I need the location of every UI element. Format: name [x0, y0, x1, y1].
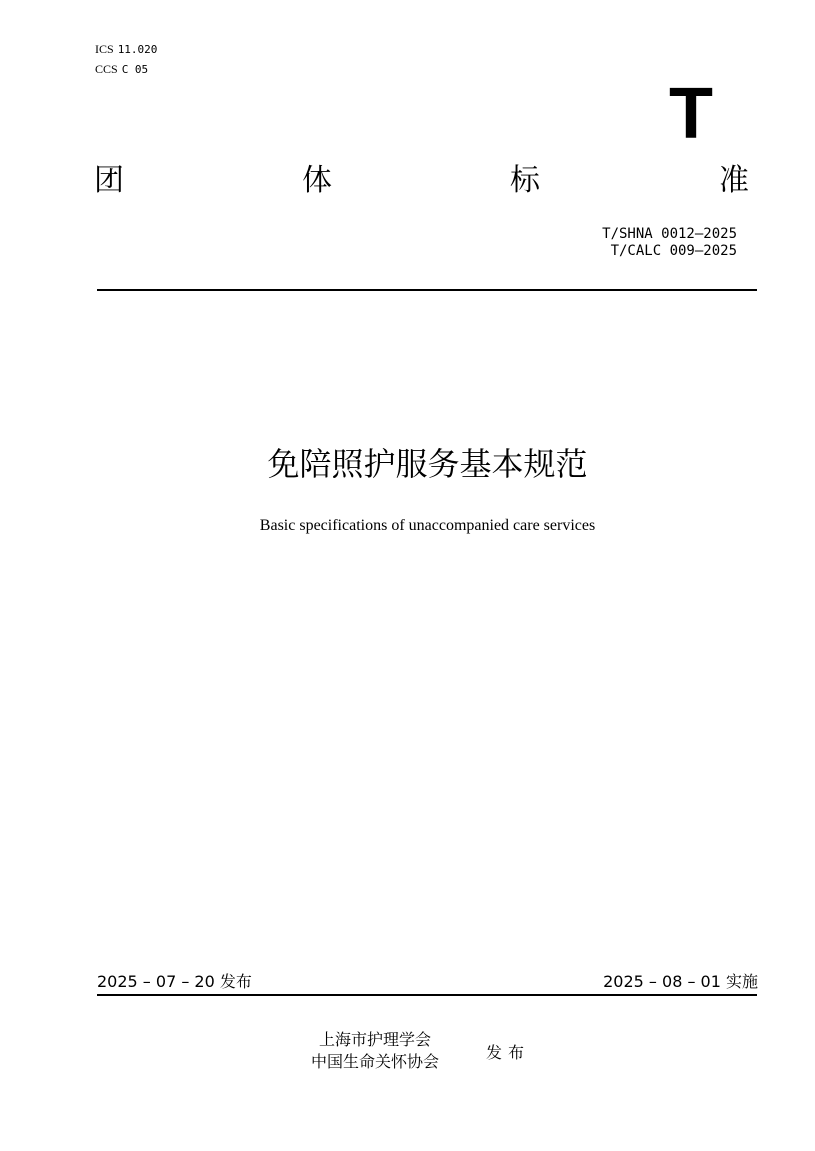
- footer-divider: [97, 994, 757, 996]
- publishers: [297, 1029, 453, 1073]
- ccs-label: CCS: [95, 62, 118, 76]
- publish-label: 发布: [486, 1043, 531, 1062]
- standard-type-char-1: 团: [94, 163, 124, 198]
- issue-date: 2025 – 07 – 20 发布: [97, 972, 252, 991]
- standard-type-char-4: 准: [719, 163, 749, 198]
- title-english: Basic specifications of unaccompanied care services: [259, 517, 596, 534]
- header-divider: [97, 289, 757, 291]
- publisher-1: 上海市护理学会: [318, 1030, 431, 1049]
- ccs-row: [95, 62, 148, 77]
- ccs-value: C 05: [121, 63, 149, 76]
- standard-type-char-3: 标: [510, 163, 540, 198]
- standard-code-2: T/CALC 009—2025: [610, 243, 737, 259]
- standard-code-1: T/SHNA 0012—2025: [602, 226, 737, 242]
- publisher-2: 中国生命关怀协会: [310, 1052, 439, 1071]
- ics-label: ICS: [95, 42, 114, 56]
- implement-date: 2025 – 08 – 01 实施: [603, 972, 758, 991]
- ics-row: [95, 42, 157, 57]
- standard-mark: T: [669, 74, 713, 154]
- standard-type-char-2: 体: [302, 163, 332, 198]
- ics-value: 11.020: [117, 43, 158, 56]
- standard-codes: [602, 226, 737, 260]
- title-chinese: 免陪照护服务基本规范: [267, 445, 588, 483]
